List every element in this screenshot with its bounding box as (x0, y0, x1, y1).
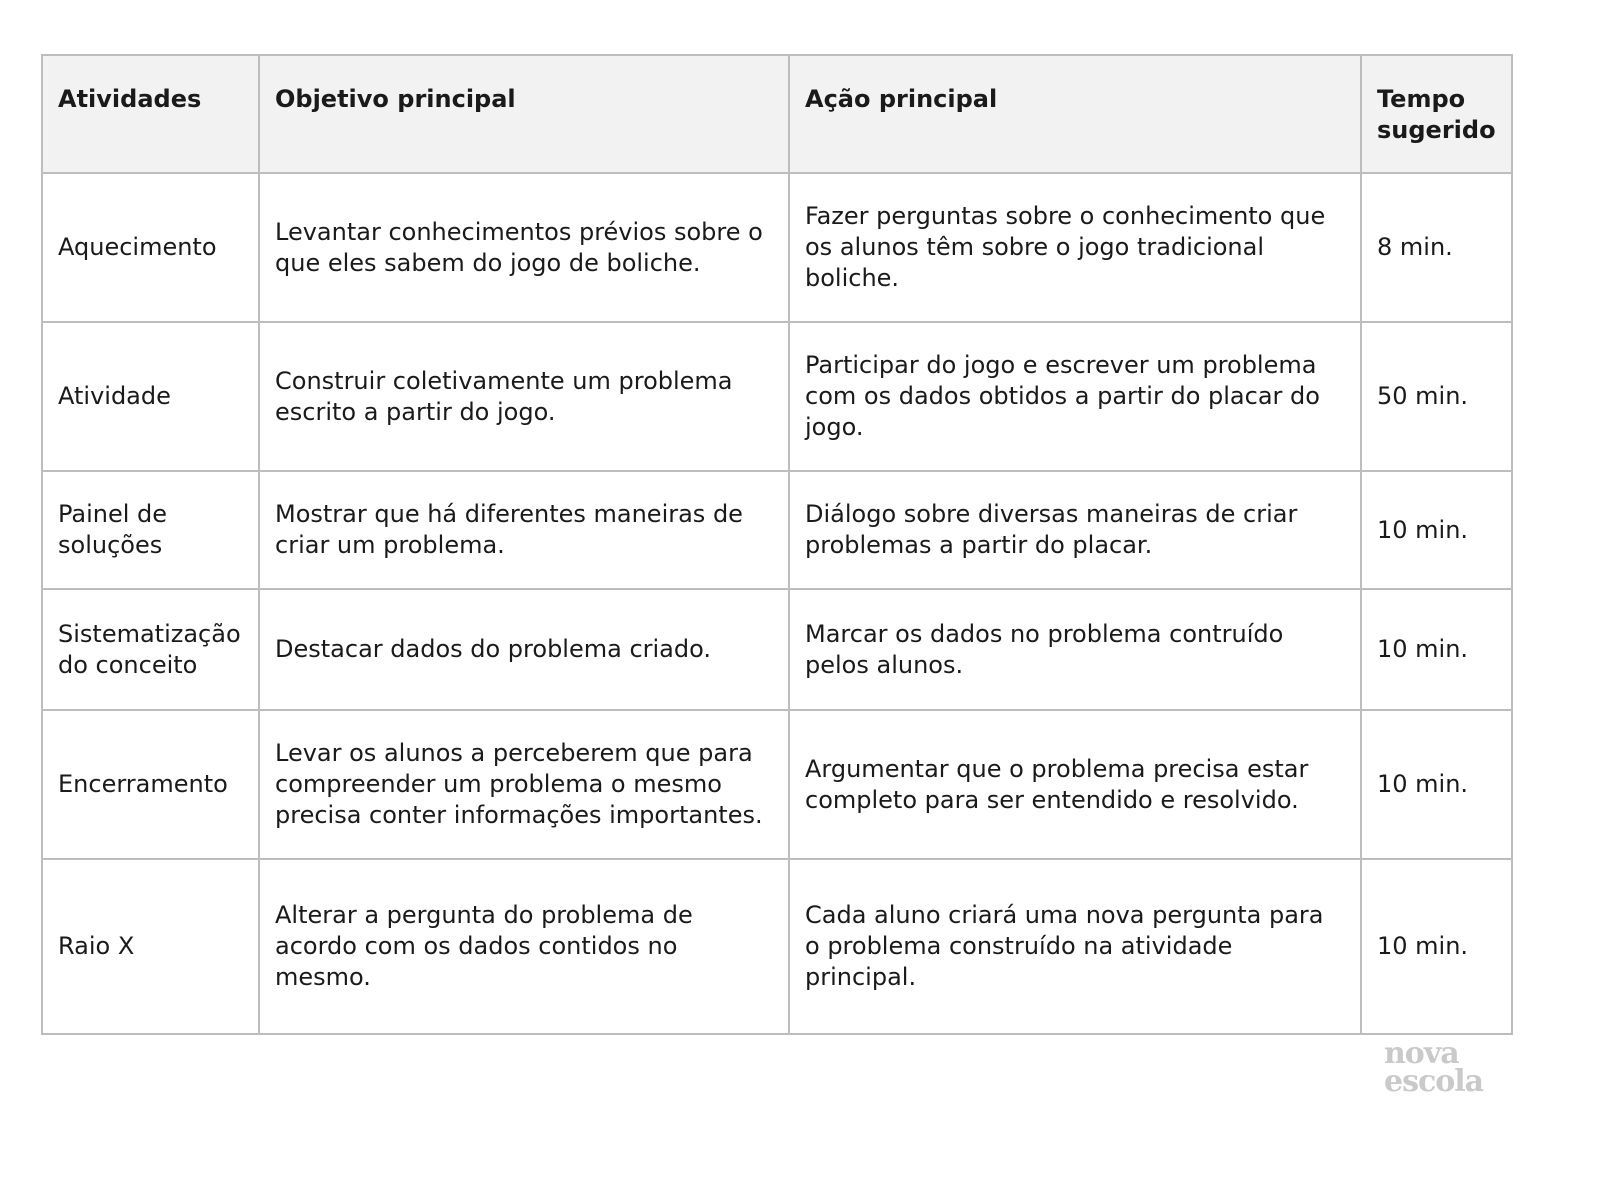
cell-tempo: 10 min. (1361, 589, 1512, 710)
header-tempo: Tempo sugerido (1361, 55, 1512, 173)
cell-tempo: 10 min. (1361, 471, 1512, 589)
cell-acao: Fazer perguntas sobre o conhecimento que os alunos têm sobre o jogo tradicional boliche. (789, 173, 1361, 322)
cell-atividade: Encerramento (42, 710, 259, 859)
activities-table (41, 54, 1513, 1035)
cell-atividade: Aquecimento (42, 173, 259, 322)
cell-acao: Participar do jogo e escrever um problema com os dados obtidos a partir do placar do jogo. (789, 322, 1361, 471)
cell-atividade: Atividade (42, 322, 259, 471)
cell-objetivo: Alterar a pergunta do problema de acordo com os dados contidos no mesmo. (259, 859, 789, 1034)
cell-objetivo: Levar os alunos a perceberem que para compreender um problema o mesmo precisa conter informações importantes. (259, 710, 789, 859)
table-row (42, 859, 1512, 1034)
table-row (42, 173, 1512, 322)
logo-line-1: nova (1384, 1036, 1459, 1071)
table-row (42, 322, 1512, 471)
cell-tempo: 50 min. (1361, 322, 1512, 471)
header-row (42, 55, 1512, 173)
cell-tempo: 8 min. (1361, 173, 1512, 322)
cell-tempo: 10 min. (1361, 710, 1512, 859)
cell-objetivo: Construir coletivamente um problema escrito a partir do jogo. (259, 322, 789, 471)
header-objetivo: Objetivo principal (259, 55, 789, 173)
cell-acao: Cada aluno criará uma nova pergunta para o problema construído na atividade principal. (789, 859, 1361, 1034)
logo-line-2: escola (1384, 1064, 1484, 1099)
header-atividades: Atividades (42, 55, 259, 173)
table-row (42, 710, 1512, 859)
cell-tempo: 10 min. (1361, 859, 1512, 1034)
cell-atividade: Raio X (42, 859, 259, 1034)
table-row (42, 589, 1512, 710)
header-acao: Ação principal (789, 55, 1361, 173)
cell-objetivo: Mostrar que há diferentes maneiras de criar um problema. (259, 471, 789, 589)
cell-acao: Diálogo sobre diversas maneiras de criar problemas a partir do placar. (789, 471, 1361, 589)
cell-acao: Marcar os dados no problema contruído pelos alunos. (789, 589, 1361, 710)
table-row (42, 471, 1512, 589)
cell-objetivo: Levantar conhecimentos prévios sobre o que eles sabem do jogo de boliche. (259, 173, 789, 322)
cell-acao: Argumentar que o problema precisa estar completo para ser entendido e resolvido. (789, 710, 1361, 859)
cell-atividade: Painel de soluções (42, 471, 259, 589)
cell-atividade: Sistematização do conceito (42, 589, 259, 710)
cell-objetivo: Destacar dados do problema criado. (259, 589, 789, 710)
nova-escola-logo (1384, 1036, 1484, 1099)
